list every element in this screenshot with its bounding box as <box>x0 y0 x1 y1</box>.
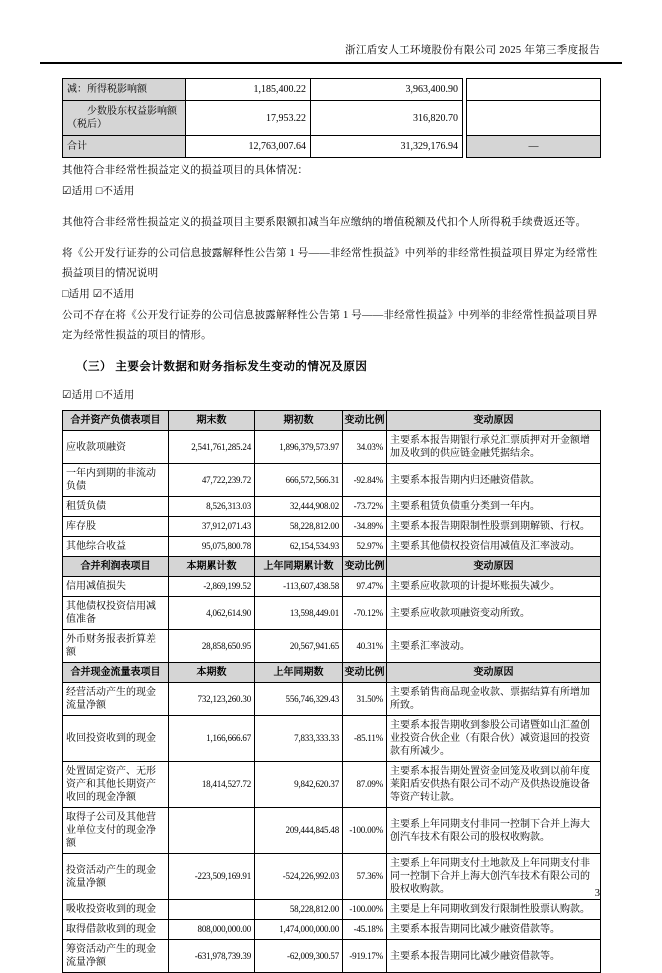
change-ratio-cell: -73.72% <box>343 497 387 517</box>
current-value-cell: 2,541,761,285.24 <box>169 431 255 464</box>
prior-amount-cell: 31,329,176.94 <box>311 136 463 158</box>
prior-value-cell: 1,896,379,573.97 <box>255 431 343 464</box>
table-row <box>63 101 601 136</box>
change-ratio-cell: -919.17% <box>343 940 387 973</box>
current-value-cell: 732,123,260.30 <box>169 683 255 716</box>
change-reason-cell: 主要系上年同期支付土地款及上年同期支付非同一控制下合并上海大创汽车技术有限公司的股权收购款。 <box>387 854 601 900</box>
non-recurring-summary-body <box>63 79 601 158</box>
item-label-cell: 一年内到期的非流动负债 <box>63 464 169 497</box>
non-recurring-summary-table <box>62 78 601 158</box>
column-header: 本期数 <box>169 663 255 683</box>
section-header-row <box>63 663 601 683</box>
current-value-cell: -223,509,169.91 <box>169 854 255 900</box>
page-number: 3 <box>594 888 600 899</box>
change-reason-cell: 主要系本报告期同比减少融资借款等。 <box>387 920 601 940</box>
section-header-row <box>63 411 601 431</box>
current-value-cell: 4,062,614.90 <box>169 597 255 630</box>
column-header: 上年同期累计数 <box>255 557 343 577</box>
item-label-cell: 其他债权投资信用减值准备 <box>63 597 169 630</box>
item-label-cell: 取得借款收到的现金 <box>63 920 169 940</box>
item-label-cell: 吸收投资收到的现金 <box>63 900 169 920</box>
current-amount-cell: 1,185,400.22 <box>186 79 311 101</box>
page-content <box>62 78 600 973</box>
applicability-line-3: ☑适用 □不适用 <box>62 390 135 401</box>
other-items-note: 其他符合非经常性损益定义的损益项目主要系限额扣减当年应缴纳的增值税额及代扣个人所得税手续费返还等。 <box>62 217 587 228</box>
prior-value-cell: 32,444,908.02 <box>255 497 343 517</box>
column-header: 合并现金流量表项目 <box>63 663 169 683</box>
financial-changes-table <box>62 410 601 973</box>
current-amount-cell: 12,763,007.64 <box>186 136 311 158</box>
applicability-line-1: ☑适用 □不适用 <box>62 186 135 197</box>
item-label-cell: 处置固定资产、无形资产和其他长期资产收回的现金净额 <box>63 762 169 808</box>
item-label-cell: 收回投资收到的现金 <box>63 716 169 762</box>
column-header: 变动比例 <box>343 557 387 577</box>
prior-value-cell: 9,842,620.37 <box>255 762 343 808</box>
current-value-cell <box>169 808 255 854</box>
change-reason-cell: 主要系销售商品现金收款、票据结算有所增加所致。 <box>387 683 601 716</box>
prior-value-cell: 7,833,333.33 <box>255 716 343 762</box>
item-label-cell: 减：所得税影响额 <box>63 79 186 101</box>
item-label-cell: 信用减值损失 <box>63 577 169 597</box>
reclassification-statement: 将《公开发行证券的公司信息披露解释性公告第 1 号——非经常性损益》中列举的非经常性损益项目界定为经常性损益项目的情况说明 <box>62 248 598 279</box>
column-header: 期初数 <box>255 411 343 431</box>
change-reason-cell: 主要系本报告期收到参股公司诸暨如山汇盈创业投资合伙企业（有限合伙）减资退回的投资款有所减少。 <box>387 716 601 762</box>
section-header-row <box>63 557 601 577</box>
other-items-caption: 其他符合非经常性损益定义的损益项目的具体情况： <box>62 165 309 176</box>
change-ratio-cell: 87.09% <box>343 762 387 808</box>
current-value-cell: 8,526,313.03 <box>169 497 255 517</box>
applicability-line-2: □适用 ☑不适用 <box>62 289 135 300</box>
financial-changes-body <box>63 411 601 973</box>
item-label-cell: 库存股 <box>63 517 169 537</box>
column-header: 上年同期数 <box>255 663 343 683</box>
prior-value-cell: 62,154,534.93 <box>255 537 343 557</box>
note-cell <box>467 79 601 101</box>
prior-value-cell: -524,226,992.03 <box>255 854 343 900</box>
table-row <box>63 762 601 808</box>
item-label-cell: 取得子公司及其他营业单位支付的现金净额 <box>63 808 169 854</box>
table-row <box>63 497 601 517</box>
table-row <box>63 537 601 557</box>
table-row <box>63 940 601 973</box>
prior-value-cell: 20,567,941.65 <box>255 630 343 663</box>
change-ratio-cell: 34.03% <box>343 431 387 464</box>
prior-value-cell: 58,228,812.00 <box>255 900 343 920</box>
change-ratio-cell: -92.84% <box>343 464 387 497</box>
table-row <box>63 136 601 158</box>
table-row <box>63 577 601 597</box>
prior-value-cell: 58,228,812.00 <box>255 517 343 537</box>
change-ratio-cell: 40.31% <box>343 630 387 663</box>
column-header: 变动比例 <box>343 411 387 431</box>
prior-amount-cell: 316,820.70 <box>311 101 463 136</box>
item-label-cell: 少数股东权益影响额（税后） <box>63 101 186 136</box>
table-row <box>63 464 601 497</box>
note-cell: — <box>467 136 601 158</box>
current-value-cell: 18,414,527.72 <box>169 762 255 808</box>
table-row <box>63 854 601 900</box>
change-reason-cell: 主要系本报告期同比减少融资借款等。 <box>387 940 601 973</box>
current-value-cell: -631,978,739.39 <box>169 940 255 973</box>
change-ratio-cell: 31.50% <box>343 683 387 716</box>
change-ratio-cell: -45.18% <box>343 920 387 940</box>
change-ratio-cell: -100.00% <box>343 808 387 854</box>
note-cell <box>467 101 601 136</box>
table-row <box>63 630 601 663</box>
column-header: 变动原因 <box>387 663 601 683</box>
column-header: 合并利润表项目 <box>63 557 169 577</box>
item-label-cell: 外币财务报表折算差额 <box>63 630 169 663</box>
prior-value-cell: 666,572,566.31 <box>255 464 343 497</box>
change-ratio-cell: -34.89% <box>343 517 387 537</box>
current-value-cell: -2,869,199.52 <box>169 577 255 597</box>
change-reason-cell: 主要系其他债权投资信用减值及汇率波动。 <box>387 537 601 557</box>
column-header: 期末数 <box>169 411 255 431</box>
change-reason-cell: 主要系本报告期内归还融资借款。 <box>387 464 601 497</box>
prior-value-cell: 13,598,449.01 <box>255 597 343 630</box>
table-row <box>63 716 601 762</box>
item-label-cell: 投资活动产生的现金流量净额 <box>63 854 169 900</box>
table-row <box>63 900 601 920</box>
prior-value-cell: 1,474,000,000.00 <box>255 920 343 940</box>
report-header-title: 浙江盾安人工环境股份有限公司 2025 年第三季度报告 <box>345 45 600 56</box>
prior-amount-cell: 3,963,400.90 <box>311 79 463 101</box>
current-value-cell <box>169 900 255 920</box>
current-value-cell: 28,858,650.95 <box>169 630 255 663</box>
column-header: 变动原因 <box>387 411 601 431</box>
item-label-cell: 筹资活动产生的现金流量净额 <box>63 940 169 973</box>
current-value-cell: 1,166,666.67 <box>169 716 255 762</box>
column-header: 变动比例 <box>343 663 387 683</box>
change-ratio-cell: -85.11% <box>343 716 387 762</box>
item-label-cell: 应收款项融资 <box>63 431 169 464</box>
current-value-cell: 95,075,800.78 <box>169 537 255 557</box>
reclassification-note: 公司不存在将《公开发行证券的公司信息披露解释性公告第 1 号——非经常性损益》中列举的非经常性损益项目界定为经常性损益的项目的情形。 <box>62 310 598 341</box>
current-value-cell: 47,722,239.72 <box>169 464 255 497</box>
change-reason-cell: 主要系本报告期限制性股票到期解锁、行权。 <box>387 517 601 537</box>
change-ratio-cell: 97.47% <box>343 577 387 597</box>
table-row <box>63 431 601 464</box>
prior-value-cell: 209,444,845.48 <box>255 808 343 854</box>
change-reason-cell: 主要是上年同期收到发行限制性股票认购款。 <box>387 900 601 920</box>
prior-value-cell: -113,607,438.58 <box>255 577 343 597</box>
change-reason-cell: 主要系上年同期支付非同一控制下合并上海大创汽车技术有限公司的股权收购款。 <box>387 808 601 854</box>
change-reason-cell: 主要系应收款项的计提坏账损失减少。 <box>387 577 601 597</box>
column-header: 本期累计数 <box>169 557 255 577</box>
change-reason-cell: 主要系本报告期银行承兑汇票质押对开金额增加及收到的供应链金融凭据结余。 <box>387 431 601 464</box>
prior-value-cell: -62,009,300.57 <box>255 940 343 973</box>
column-header: 合并资产负债表项目 <box>63 411 169 431</box>
table-row <box>63 517 601 537</box>
item-label-cell: 租赁负债 <box>63 497 169 517</box>
section-heading: （三） 主要会计数据和财务指标发生变动的情况及原因 <box>76 361 368 373</box>
change-ratio-cell: -100.00% <box>343 900 387 920</box>
table-row <box>63 79 601 101</box>
table-row <box>63 597 601 630</box>
table-row <box>63 920 601 940</box>
change-reason-cell: 主要系本报告期处置资金回笼及收到以前年度莱阳盾安供热有限公司不动产及供热设施设备等资产转让款。 <box>387 762 601 808</box>
change-reason-cell: 主要系租赁负债重分类到一年内。 <box>387 497 601 517</box>
header-divider <box>40 62 622 64</box>
item-label-cell: 其他综合收益 <box>63 537 169 557</box>
change-reason-cell: 主要系汇率波动。 <box>387 630 601 663</box>
change-ratio-cell: 57.36% <box>343 854 387 900</box>
change-ratio-cell: 52.97% <box>343 537 387 557</box>
column-header: 变动原因 <box>387 557 601 577</box>
current-amount-cell: 17,953.22 <box>186 101 311 136</box>
change-reason-cell: 主要系应收款项融资变动所致。 <box>387 597 601 630</box>
prior-value-cell: 556,746,329.43 <box>255 683 343 716</box>
change-ratio-cell: -70.12% <box>343 597 387 630</box>
current-value-cell: 37,912,071.43 <box>169 517 255 537</box>
table-row <box>63 683 601 716</box>
table-row <box>63 808 601 854</box>
current-value-cell: 808,000,000.00 <box>169 920 255 940</box>
item-label-cell: 经营活动产生的现金流量净额 <box>63 683 169 716</box>
item-label-cell: 合计 <box>63 136 186 158</box>
